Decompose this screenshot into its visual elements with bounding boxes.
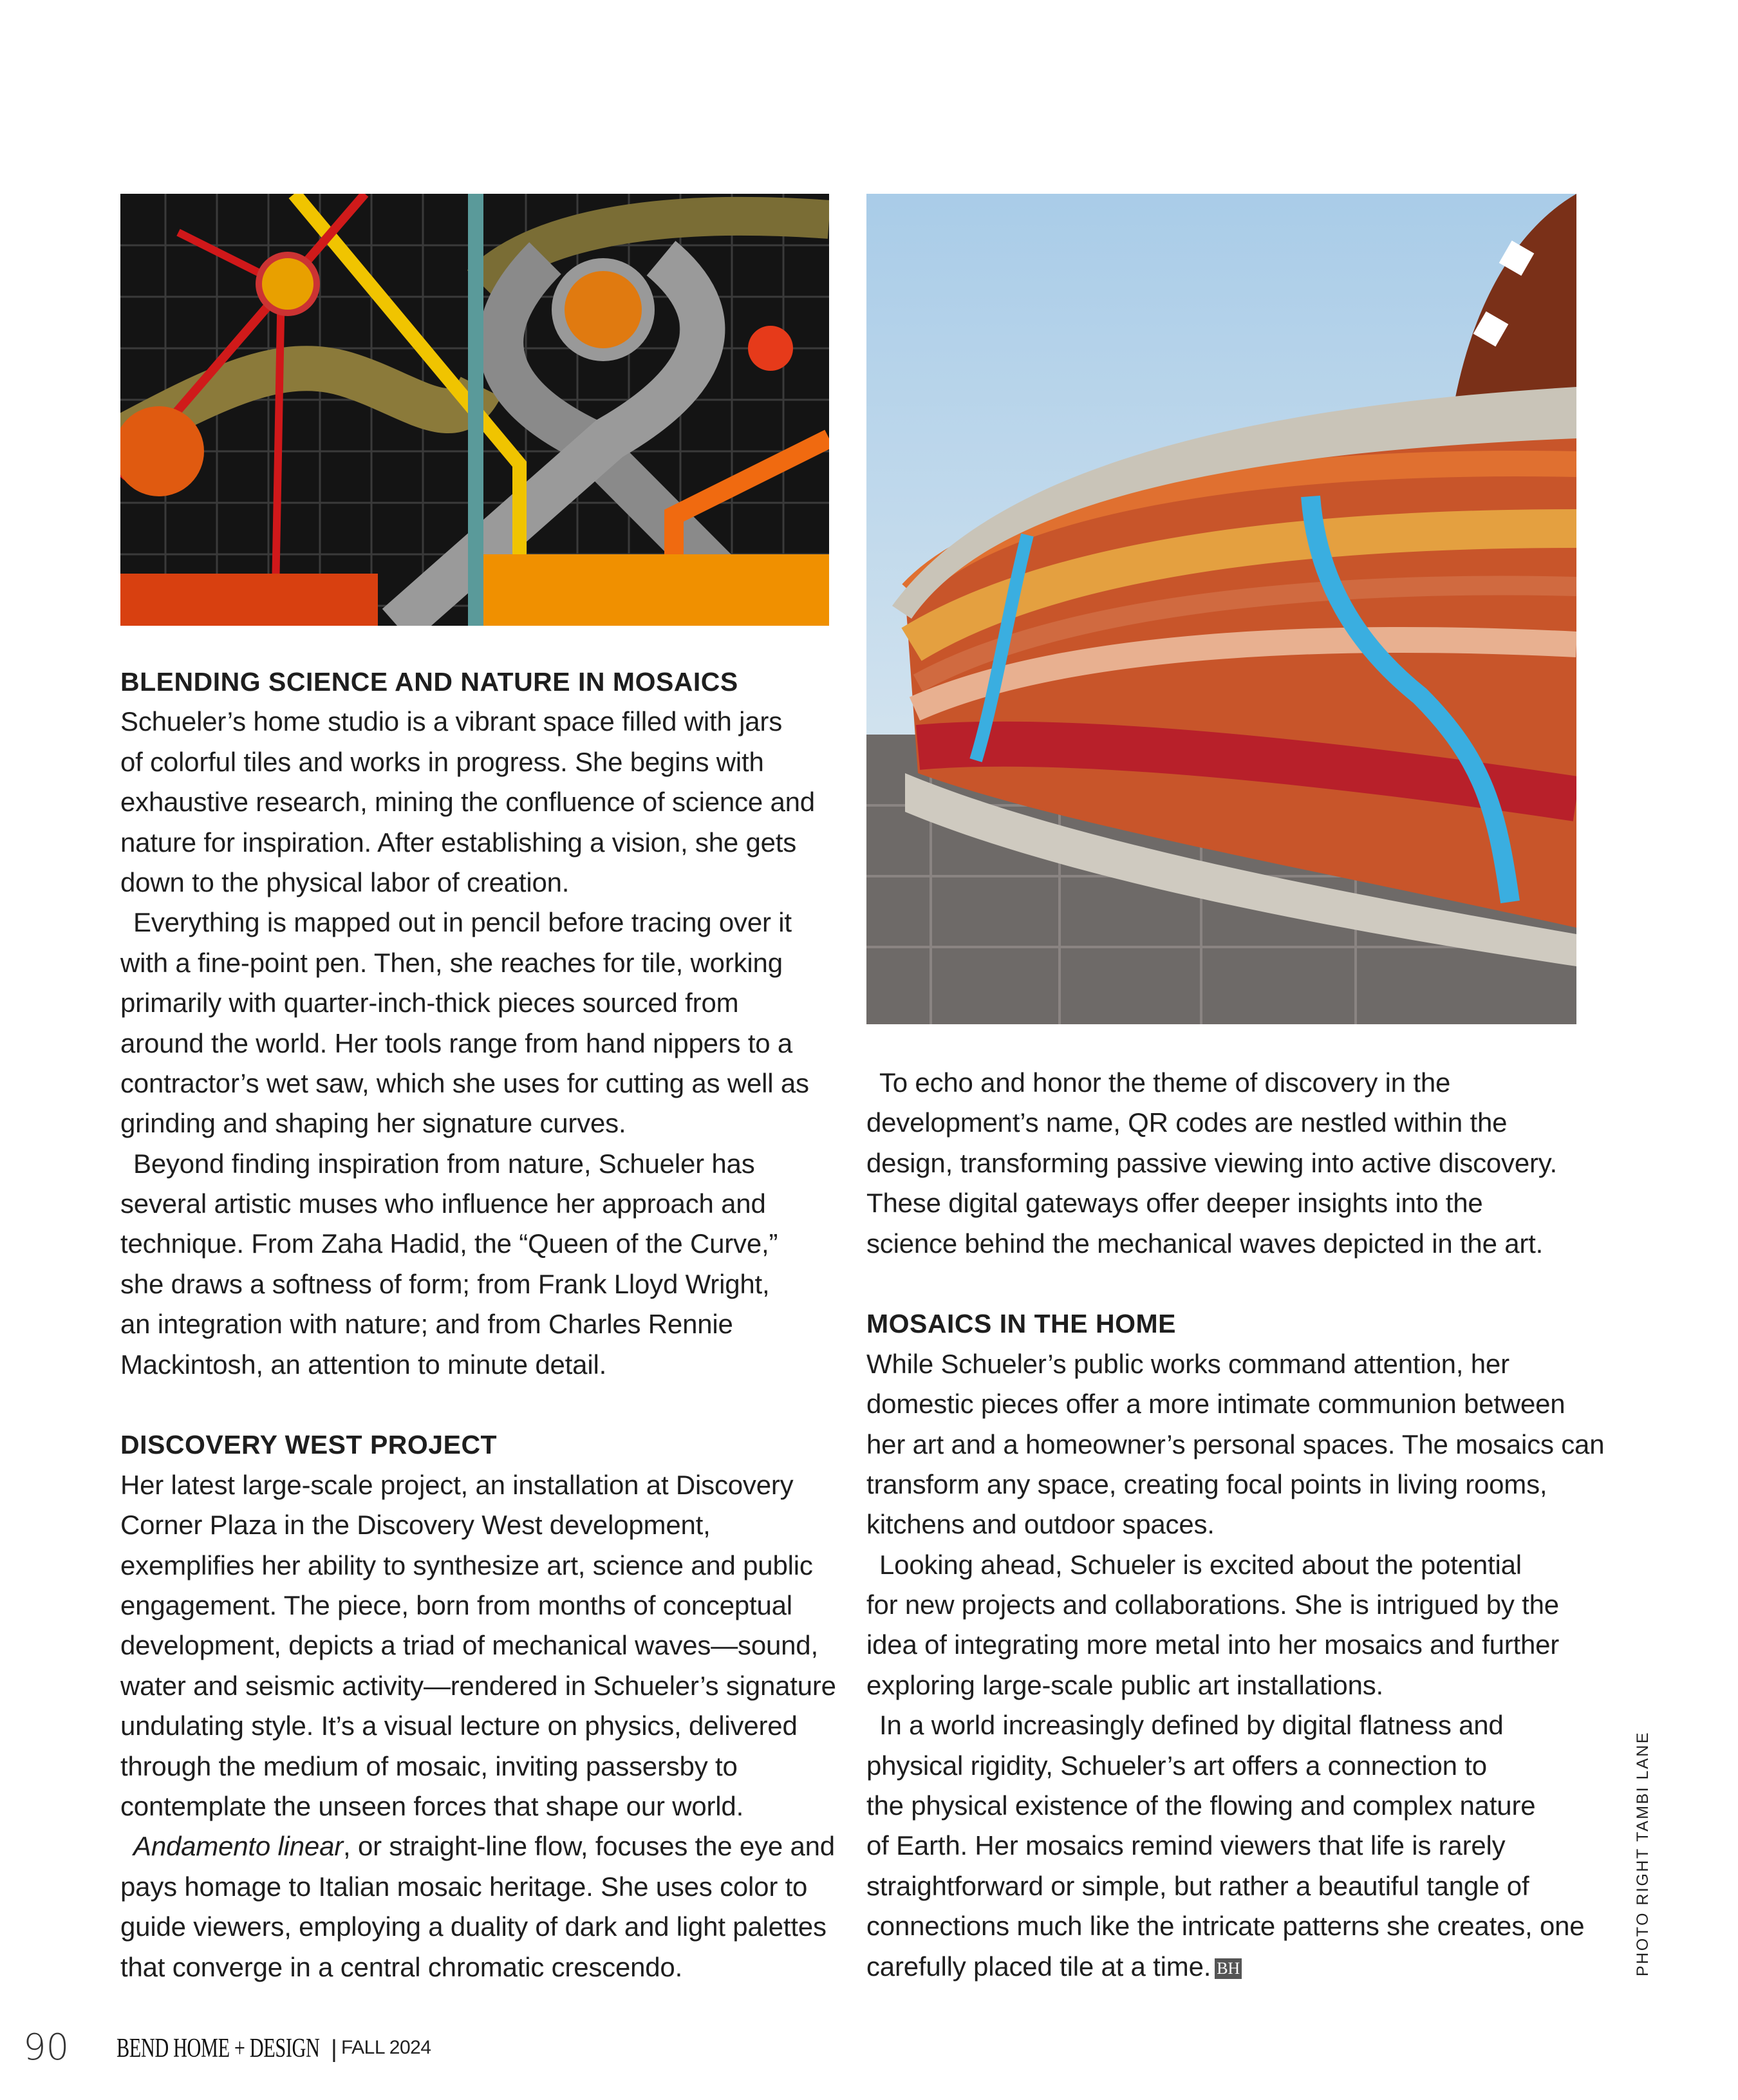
line-text: straightforward or simple, but rather a beautiful tangle of bbox=[866, 1870, 1529, 1901]
issue-date: FALL 2024 bbox=[341, 2037, 431, 2058]
line-text: of colorful tiles and works in progress. She begins with bbox=[120, 746, 764, 777]
body-text-line bbox=[866, 1505, 1600, 1544]
body-text-line bbox=[866, 1143, 1600, 1183]
section-heading bbox=[120, 1425, 854, 1465]
body-text-line bbox=[120, 1304, 854, 1344]
body-text-line bbox=[120, 782, 854, 822]
line-text: that converge in a central chromatic crescendo. bbox=[120, 1951, 683, 1982]
line-text: for new projects and collaborations. She is intrigued by the bbox=[866, 1589, 1559, 1620]
line-text: several artistic muses who influence her approach and bbox=[120, 1188, 766, 1219]
body-text-line bbox=[866, 1224, 1600, 1264]
page-number: 90 bbox=[23, 2027, 70, 2068]
line-text: exploring large-scale public art installations. bbox=[866, 1669, 1384, 1700]
line-text: her art and a homeowner’s personal spaces. The mosaics can bbox=[866, 1429, 1605, 1459]
body-text-line bbox=[866, 1947, 1600, 1987]
section-heading bbox=[120, 662, 854, 702]
line-text: exhaustive research, mining the confluence of science and bbox=[120, 787, 815, 818]
photo-credit: PHOTO RIGHT TAMBI LANE bbox=[1634, 1731, 1652, 1976]
line-text: primarily with quarter-inch-thick pieces sourced from bbox=[120, 988, 739, 1018]
body-text-line bbox=[120, 1224, 854, 1264]
line-text: Mackintosh, an attention to minute detail. bbox=[120, 1349, 607, 1380]
body-text-line bbox=[866, 1585, 1600, 1625]
body-text-line bbox=[866, 1786, 1600, 1826]
body-text-line bbox=[866, 1746, 1600, 1786]
body-text-line bbox=[866, 1344, 1600, 1384]
body-text-line bbox=[866, 1384, 1600, 1424]
line-text: through the medium of mosaic, inviting passersby to bbox=[120, 1750, 738, 1781]
body-text-line bbox=[120, 1465, 854, 1505]
line-text: an integration with nature; and from Charles Rennie bbox=[120, 1309, 733, 1340]
line-text: To echo and honor the theme of discovery in the bbox=[879, 1067, 1451, 1098]
body-text-line bbox=[120, 1264, 854, 1304]
body-text-line bbox=[120, 1024, 854, 1064]
line-text: down to the physical labor of creation. bbox=[120, 867, 570, 897]
body-text-line bbox=[120, 1947, 854, 1987]
line-text: design, transforming passive viewing into active discovery. bbox=[866, 1147, 1557, 1178]
line-text: development, depicts a triad of mechanical waves—sound, bbox=[120, 1630, 818, 1661]
body-text-line bbox=[866, 1103, 1600, 1143]
body-text-line bbox=[120, 1786, 854, 1826]
line-text: , or straight-line flow, focuses the eye and bbox=[343, 1831, 835, 1862]
line-text: pays homage to Italian mosaic heritage. She uses color to bbox=[120, 1871, 808, 1902]
line-text: Schueler’s home studio is a vibrant space filled with jars bbox=[120, 706, 783, 737]
body-text-line bbox=[120, 702, 854, 742]
line-text: of Earth. Her mosaics remind viewers that life is rarely bbox=[866, 1830, 1506, 1861]
line-text: guide viewers, employing a duality of dark and light palettes bbox=[120, 1911, 827, 1942]
footer-publication bbox=[117, 2033, 431, 2064]
body-text-line bbox=[866, 1183, 1600, 1223]
body-text-line bbox=[120, 1546, 854, 1586]
line-text: transform any space, creating focal points in living rooms, bbox=[866, 1468, 1547, 1499]
body-text-line bbox=[120, 1706, 854, 1746]
body-text-line bbox=[120, 1907, 854, 1947]
spacer bbox=[120, 1385, 854, 1425]
body-text-line bbox=[120, 823, 854, 863]
spacer bbox=[866, 1264, 1600, 1304]
line-text: In a world increasingly defined by digital flatness and bbox=[879, 1710, 1504, 1741]
line-text: kitchens and outdoor spaces. bbox=[866, 1509, 1215, 1540]
body-text-line bbox=[120, 1345, 854, 1385]
line-text: water and seismic activity—rendered in Schueler’s signature bbox=[120, 1670, 836, 1701]
body-text-line bbox=[866, 1625, 1600, 1665]
body-text-line bbox=[866, 1665, 1600, 1705]
body-text-line bbox=[120, 1064, 854, 1103]
body-text-line bbox=[120, 1626, 854, 1665]
magazine-name: BEND HOME + DESIGN bbox=[117, 2034, 320, 2063]
footer-separator: | bbox=[331, 2036, 337, 2063]
body-text-line bbox=[120, 1826, 854, 1866]
line-text: idea of integrating more metal into her mosaics and further bbox=[866, 1629, 1560, 1660]
line-text: Her latest large-scale project, an installation at Discovery bbox=[120, 1469, 794, 1500]
body-text-line bbox=[120, 1505, 854, 1545]
line-text: development’s name, QR codes are nestled within the bbox=[866, 1107, 1508, 1138]
body-text-line bbox=[120, 1747, 854, 1786]
italic-term: Andamento linear bbox=[133, 1831, 344, 1862]
line-text: the physical existence of the flowing and complex nature bbox=[866, 1790, 1536, 1821]
line-text: carefully placed tile at a time. bbox=[866, 1951, 1211, 1982]
line-text: Corner Plaza in the Discovery West development, bbox=[120, 1510, 711, 1541]
line-text: science behind the mechanical waves depicted in the art. bbox=[866, 1228, 1544, 1259]
right-text-column bbox=[866, 1063, 1605, 1987]
body-text-line bbox=[120, 742, 854, 782]
line-text: connections much like the intricate patterns she creates, one bbox=[866, 1911, 1585, 1942]
line-text: nature for inspiration. After establishing a vision, she gets bbox=[120, 827, 797, 858]
end-mark-logo: BH bbox=[1215, 1958, 1242, 1979]
body-text-line bbox=[120, 1867, 854, 1907]
line-text: with a fine-point pen. Then, she reaches for tile, working bbox=[120, 947, 783, 978]
body-text-line bbox=[120, 863, 854, 903]
line-text: around the world. Her tools range from hand nippers to a bbox=[120, 1027, 793, 1058]
line-text: exemplifies her ability to synthesize art, science and public bbox=[120, 1550, 813, 1580]
line-text: technique. From Zaha Hadid, the “Queen of the Curve,” bbox=[120, 1228, 778, 1259]
curved-mosaic-wall-photo bbox=[866, 194, 1576, 1024]
body-text-line bbox=[866, 1705, 1600, 1745]
line-text: While Schueler’s public works command attention, her bbox=[866, 1348, 1509, 1379]
line-text: Looking ahead, Schueler is excited about the potential bbox=[879, 1549, 1522, 1580]
line-text: physical rigidity, Schueler’s art offers a connection to bbox=[866, 1750, 1487, 1781]
body-text-line bbox=[120, 983, 854, 1023]
body-text-line bbox=[120, 1586, 854, 1626]
line-text: she draws a softness of form; from Frank Lloyd Wright, bbox=[120, 1268, 770, 1299]
line-text: Beyond finding inspiration from nature, Schueler has bbox=[133, 1148, 755, 1179]
line-text: contemplate the unseen forces that shape our world. bbox=[120, 1790, 744, 1821]
body-text-line bbox=[120, 1184, 854, 1224]
line-text: contractor’s wet saw, which she uses for cutting as well as bbox=[120, 1067, 809, 1098]
line-text: grinding and shaping her signature curves. bbox=[120, 1108, 626, 1139]
body-text-line bbox=[866, 1826, 1600, 1866]
mosaic-detail-photo bbox=[120, 194, 829, 626]
line-text: Everything is mapped out in pencil before tracing over it bbox=[133, 907, 792, 938]
line-text: DISCOVERY WEST PROJECT bbox=[120, 1430, 498, 1460]
section-heading bbox=[866, 1304, 1600, 1344]
line-text: engagement. The piece, born from months of conceptual bbox=[120, 1589, 792, 1620]
left-text-column bbox=[120, 662, 854, 1987]
body-text-line bbox=[866, 1545, 1600, 1585]
line-text: MOSAICS IN THE HOME bbox=[866, 1309, 1177, 1339]
line-text: BLENDING SCIENCE AND NATURE IN MOSAICS bbox=[120, 667, 738, 697]
body-text-line bbox=[866, 1425, 1605, 1465]
body-text-line bbox=[120, 1666, 854, 1706]
body-text-line bbox=[120, 1144, 854, 1184]
body-text-line bbox=[866, 1866, 1600, 1906]
body-text-line bbox=[120, 943, 854, 983]
line-text: undulating style. It’s a visual lecture on physics, delivered bbox=[120, 1711, 798, 1741]
line-text: domestic pieces offer a more intimate communion between bbox=[866, 1389, 1565, 1420]
body-text-line bbox=[866, 1063, 1600, 1103]
line-text: These digital gateways offer deeper insights into the bbox=[866, 1188, 1483, 1219]
body-text-line bbox=[866, 1465, 1600, 1505]
body-text-line bbox=[866, 1906, 1600, 1946]
body-text-line bbox=[120, 1103, 854, 1143]
body-text-line bbox=[120, 903, 854, 942]
